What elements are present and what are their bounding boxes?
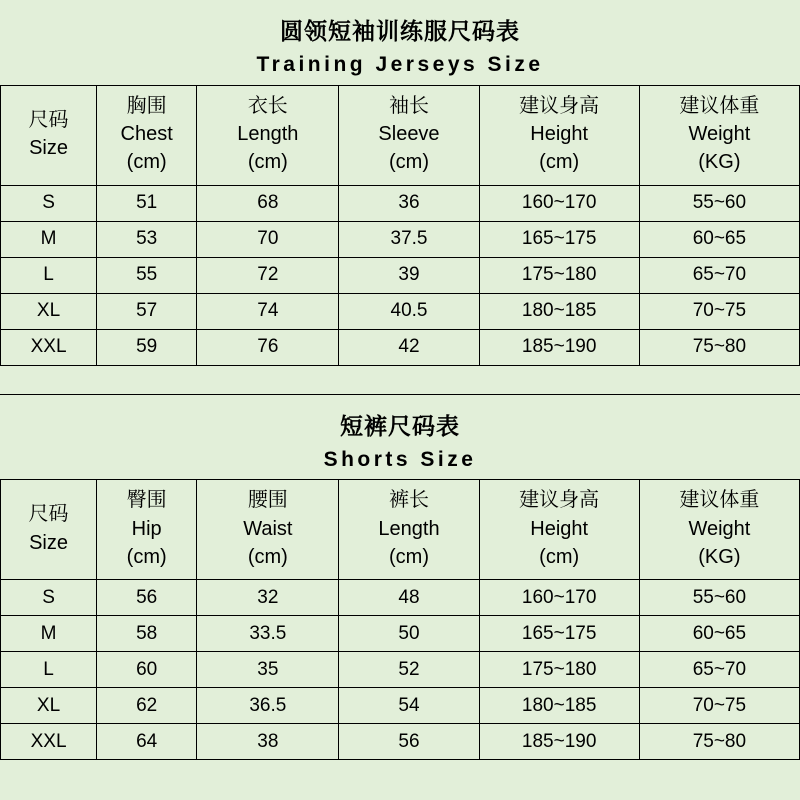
cell-length: 50 xyxy=(339,616,479,652)
cell-height: 180~185 xyxy=(479,293,639,329)
cell-length: 68 xyxy=(197,185,339,221)
header-cell-waist xyxy=(197,480,339,580)
cell-hip: 60 xyxy=(97,652,197,688)
cell-size: XL xyxy=(1,293,97,329)
header-cn: 尺码 xyxy=(28,108,69,131)
header-unit: (cm) xyxy=(389,546,429,569)
cell-size: XXL xyxy=(1,724,97,760)
header-unit: (cm) xyxy=(247,546,288,569)
header-unit: (cm) xyxy=(389,151,429,174)
header-unit: (KG) xyxy=(698,151,741,174)
header-cn: 建议身高 xyxy=(519,489,600,512)
cell-sleeve: 39 xyxy=(339,257,479,293)
section-title-block xyxy=(0,395,800,480)
cell-weight: 75~80 xyxy=(639,329,799,365)
cell-chest: 59 xyxy=(97,329,197,365)
cell-hip: 56 xyxy=(97,580,197,616)
header-cn: 袖长 xyxy=(388,94,429,117)
cell-height: 185~190 xyxy=(479,724,639,760)
header-cn: 衣长 xyxy=(247,94,288,117)
section-title-block xyxy=(0,0,800,85)
header-cell-height xyxy=(479,85,639,185)
cell-height: 175~180 xyxy=(479,257,639,293)
cell-weight: 55~60 xyxy=(639,185,799,221)
cell-sleeve: 42 xyxy=(339,329,479,365)
shorts-size-table xyxy=(0,479,800,760)
header-cn: 臀围 xyxy=(126,489,167,512)
header-cn: 裤长 xyxy=(388,489,429,512)
cell-height: 185~190 xyxy=(479,329,639,365)
training-jerseys-size-table xyxy=(0,85,800,366)
header-cell-weight xyxy=(639,85,799,185)
cell-length: 74 xyxy=(197,293,339,329)
table-row xyxy=(1,221,800,257)
header-unit: (cm) xyxy=(247,151,288,174)
header-cell-length xyxy=(339,480,479,580)
cell-length: 72 xyxy=(197,257,339,293)
header-en: Waist xyxy=(243,517,293,540)
cell-weight: 65~70 xyxy=(639,652,799,688)
cell-waist: 32 xyxy=(197,580,339,616)
cell-weight: 65~70 xyxy=(639,257,799,293)
header-cell-weight xyxy=(639,480,799,580)
cell-weight: 55~60 xyxy=(639,580,799,616)
header-cell-hip xyxy=(97,480,197,580)
header-cn: 胸围 xyxy=(126,94,167,117)
header-en: Hip xyxy=(131,517,162,540)
header-cell-size xyxy=(1,85,97,185)
cell-sleeve: 36 xyxy=(339,185,479,221)
header-en: Length xyxy=(237,122,299,145)
header-en: Size xyxy=(29,531,68,554)
cell-weight: 60~65 xyxy=(639,616,799,652)
cell-height: 165~175 xyxy=(479,616,639,652)
cell-hip: 58 xyxy=(97,616,197,652)
header-en: Weight xyxy=(688,122,751,145)
cell-height: 160~170 xyxy=(479,185,639,221)
cell-waist: 35 xyxy=(197,652,339,688)
cell-height: 160~170 xyxy=(479,580,639,616)
header-unit: (cm) xyxy=(126,546,167,569)
header-en: Length xyxy=(378,517,440,540)
header-cn: 建议体重 xyxy=(679,94,760,117)
section-training-jerseys xyxy=(0,0,800,366)
section-title-en: Shorts Size xyxy=(323,447,477,471)
header-cell-sleeve xyxy=(339,85,479,185)
header-en: Chest xyxy=(120,122,173,145)
cell-weight: 70~75 xyxy=(639,293,799,329)
cell-length: 54 xyxy=(339,688,479,724)
cell-length: 70 xyxy=(197,221,339,257)
section-title-en: Training Jerseys Size xyxy=(256,53,544,77)
header-en: Height xyxy=(530,517,589,540)
table-header-row xyxy=(1,480,800,580)
section-title-cn: 短裤尺码表 xyxy=(340,412,460,439)
header-cell-size xyxy=(1,480,97,580)
header-unit: (cm) xyxy=(539,151,580,174)
cell-length: 56 xyxy=(339,724,479,760)
cell-hip: 62 xyxy=(97,688,197,724)
header-en: Height xyxy=(530,122,589,145)
header-en: Size xyxy=(29,137,68,160)
cell-length: 76 xyxy=(197,329,339,365)
table-row xyxy=(1,688,800,724)
cell-size: L xyxy=(1,257,97,293)
cell-waist: 33.5 xyxy=(197,616,339,652)
cell-length: 52 xyxy=(339,652,479,688)
table-row xyxy=(1,257,800,293)
table-row xyxy=(1,652,800,688)
table-row xyxy=(1,724,800,760)
cell-waist: 36.5 xyxy=(197,688,339,724)
table-row xyxy=(1,616,800,652)
cell-chest: 57 xyxy=(97,293,197,329)
table-row xyxy=(1,329,800,365)
cell-size: M xyxy=(1,616,97,652)
cell-weight: 75~80 xyxy=(639,724,799,760)
table-row xyxy=(1,293,800,329)
header-en: Weight xyxy=(688,517,751,540)
cell-size: XL xyxy=(1,688,97,724)
cell-chest: 55 xyxy=(97,257,197,293)
header-en: Sleeve xyxy=(378,122,440,145)
cell-chest: 53 xyxy=(97,221,197,257)
cell-waist: 38 xyxy=(197,724,339,760)
cell-length: 48 xyxy=(339,580,479,616)
table-row xyxy=(1,185,800,221)
cell-hip: 64 xyxy=(97,724,197,760)
header-cn: 建议体重 xyxy=(679,489,760,512)
header-cell-height xyxy=(479,480,639,580)
cell-sleeve: 37.5 xyxy=(339,221,479,257)
cell-height: 180~185 xyxy=(479,688,639,724)
header-cn: 腰围 xyxy=(247,489,288,512)
section-title-cn: 圆领短袖训练服尺码表 xyxy=(280,18,520,44)
cell-size: L xyxy=(1,652,97,688)
cell-sleeve: 40.5 xyxy=(339,293,479,329)
cell-height: 165~175 xyxy=(479,221,639,257)
header-unit: (cm) xyxy=(126,151,167,174)
header-unit: (cm) xyxy=(539,546,580,569)
cell-size: S xyxy=(1,580,97,616)
table-header-row xyxy=(1,85,800,185)
header-cn: 建议身高 xyxy=(519,94,600,117)
section-divider xyxy=(0,366,800,394)
cell-size: M xyxy=(1,221,97,257)
header-unit: (KG) xyxy=(698,546,741,569)
header-cn: 尺码 xyxy=(28,503,69,526)
cell-weight: 60~65 xyxy=(639,221,799,257)
cell-size: XXL xyxy=(1,329,97,365)
table-row xyxy=(1,580,800,616)
cell-height: 175~180 xyxy=(479,652,639,688)
section-shorts xyxy=(0,394,800,761)
header-cell-length xyxy=(197,85,339,185)
cell-size: S xyxy=(1,185,97,221)
cell-chest: 51 xyxy=(97,185,197,221)
header-cell-chest xyxy=(97,85,197,185)
cell-weight: 70~75 xyxy=(639,688,799,724)
